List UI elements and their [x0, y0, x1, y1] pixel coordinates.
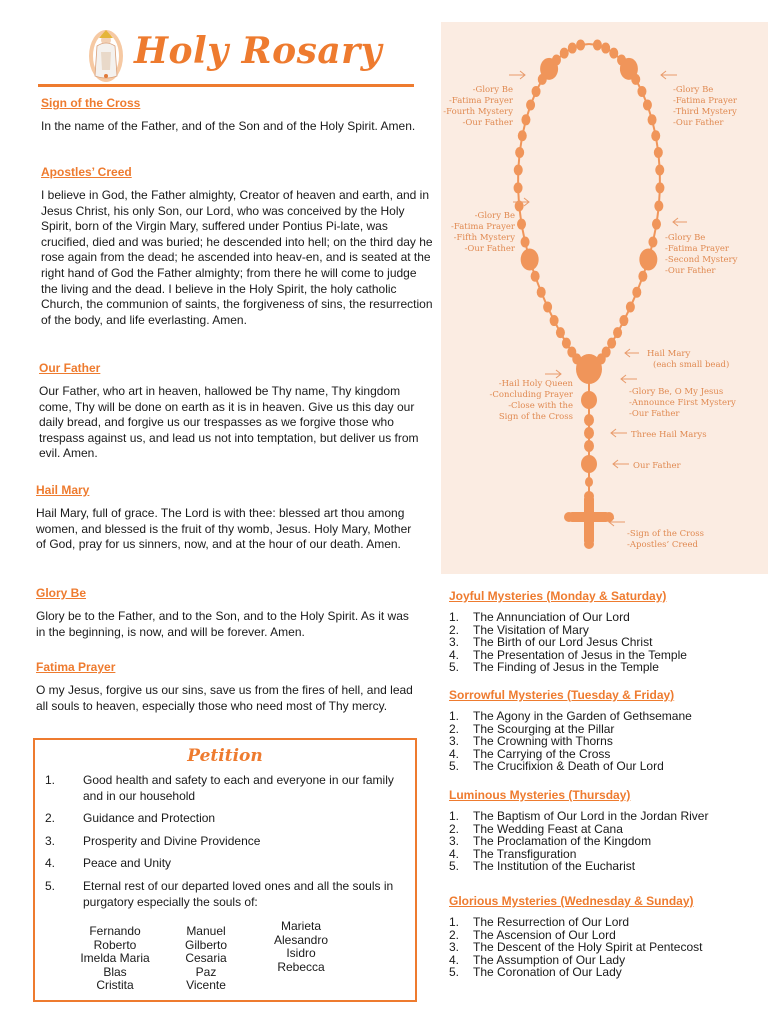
- bead-label: Hail Mary (each small bead): [647, 349, 730, 370]
- section-heading: Sorrowful Mysteries (Tuesday & Friday): [449, 688, 675, 702]
- rosary-bead: [521, 237, 530, 248]
- rosary-bead: [654, 147, 663, 158]
- rosary-bead: [639, 249, 657, 271]
- item-number: 2.: [45, 811, 56, 826]
- rosary-bead: [552, 55, 561, 66]
- rosary-bead: [514, 164, 523, 175]
- rosary-bead: [560, 48, 569, 59]
- rosary-bead: [515, 147, 524, 158]
- list-item: 4. The Carrying of the Cross: [449, 746, 611, 761]
- list-item: 4. The Assumption of Our Lady: [449, 952, 626, 967]
- list-item: 3. The Birth of our Lord Jesus Christ: [449, 635, 653, 650]
- name: Gilberto: [184, 937, 228, 952]
- rosary-bead: [537, 287, 546, 298]
- name: Fernando: [89, 924, 141, 938]
- rosary-bead: [521, 249, 539, 271]
- names-column-1: [63, 925, 167, 993]
- rosary-bead: [526, 99, 535, 110]
- mystery-list: [449, 916, 749, 979]
- arrow-icon: [613, 460, 629, 468]
- rosary-bead: [531, 271, 540, 282]
- prayer-text: I believe in God, the Father almighty, Creator of heaven and earth, and in Jesus Christ, his only Son, our Lord, who was conceived by the Holy Spirit, born of the Virgin Mary, suffered under Pontius Pi-late, was crucified, died and was buried; he descended into hell; on the third day he rose again from the dead; he ascended into heav-en, and is seated at the right hand of God the Father almighty; from there he will come to judge the living and the dead. I believe in the Holy Spirit, the holy catholic Church, the communion of saints, the forgiveness of sins, the resurrection of the body, and life everlasting. Amen.: [41, 188, 433, 327]
- rosary-bead: [651, 130, 660, 141]
- section-heading: Fatima Prayer: [36, 660, 116, 674]
- mystery-list: [449, 611, 749, 674]
- rosary-bead: [556, 327, 565, 338]
- rosary-bead: [613, 327, 622, 338]
- arrow-icon: [661, 71, 677, 79]
- list-item: 5. The Crucifixion & Death of Our Lord: [449, 759, 664, 774]
- name: Imelda Maria: [80, 951, 150, 965]
- our-lady-of-fatima-icon: [86, 26, 126, 84]
- item-number: 4.: [45, 856, 56, 871]
- rosary-diagram: [441, 22, 768, 574]
- rosary-bead: [581, 455, 597, 473]
- rosary-bead: [521, 114, 530, 125]
- list-item: 3. The Proclamation of the Kingdom: [449, 834, 652, 849]
- section-heading: Joyful Mysteries (Monday & Saturday): [449, 589, 667, 603]
- rosary-bead: [532, 86, 541, 97]
- name: Vicente: [186, 978, 226, 992]
- rosary-bead: [655, 164, 664, 175]
- list-item: 3. The Descent of the Holy Spirit at Pentecost: [449, 940, 703, 955]
- list-item: [45, 834, 405, 850]
- petition-box: [33, 738, 417, 1002]
- rosary-bead: [543, 302, 552, 313]
- label-arrows: [509, 71, 687, 526]
- item-text: Peace and Unity: [83, 856, 172, 871]
- bead-label: -Glory Be -Fatima Prayer -Fourth Mystery -Our Father: [443, 85, 513, 128]
- names-column-2: [171, 925, 241, 993]
- section-heading: Hail Mary: [36, 483, 90, 497]
- arrow-icon: [509, 71, 525, 79]
- mystery-list: [449, 810, 749, 873]
- list-item: 1. The Annunciation of Our Lord: [449, 610, 630, 624]
- rosary-bead: [632, 287, 641, 298]
- arrow-icon: [673, 218, 687, 226]
- rosary-bead: [637, 86, 646, 97]
- item-text: Prosperity and Divine Providence: [83, 833, 261, 848]
- rosary-bead: [581, 391, 597, 409]
- prayer-text: Glory be to the Father, and to the Son, and to the Holy Spirit. As it was in the beginning, is now, and will be forever. Amen.: [36, 609, 409, 639]
- bead-label: -Glory Be -Fatima Prayer -Second Mystery -Our Father: [665, 233, 738, 276]
- luminous-mysteries: [449, 788, 749, 873]
- rosary-bead: [655, 182, 664, 193]
- glorious-mysteries: [449, 894, 749, 979]
- list-item: 4. The Presentation of Jesus in the Temple: [449, 647, 687, 662]
- names-column-3: [261, 920, 341, 974]
- item-text: Guidance and Protection: [83, 811, 216, 826]
- petition-list: [45, 773, 405, 917]
- bead-label: -Glory Be -Fatima Prayer -Fifth Mystery -Our Father: [451, 211, 515, 254]
- bead-label: -Hail Holy Queen -Concluding Prayer -Close with the Sign of the Cross: [489, 379, 573, 422]
- list-item: 4. The Transfiguration: [449, 846, 577, 861]
- name: Cristita: [96, 978, 134, 992]
- arrow-icon: [625, 349, 639, 357]
- arrow-icon: [611, 429, 627, 437]
- name: Alesandro: [273, 932, 329, 947]
- mystery-list: [449, 710, 749, 773]
- rosary-bead: [619, 315, 628, 326]
- rosary-bead: [514, 182, 523, 193]
- rosary-bead: [585, 477, 593, 487]
- section-heading: Glorious Mysteries (Wednesday & Sunday): [449, 894, 694, 908]
- list-item: 1. The Baptism of Our Lord in the Jordan River: [449, 809, 709, 823]
- rosary-bead: [550, 315, 559, 326]
- our-father-section: [39, 361, 419, 462]
- section-heading: Luminous Mysteries (Thursday): [449, 788, 631, 802]
- rosary-bead: [593, 40, 602, 51]
- name: Roberto: [93, 937, 137, 952]
- list-item: 2. The Ascension of Our Lord: [449, 927, 616, 942]
- rosary-bead: [648, 114, 657, 125]
- cross-icon: [564, 491, 614, 549]
- arrow-icon: [545, 370, 561, 378]
- list-item: 5. The Finding of Jesus in the Temple: [449, 660, 659, 675]
- prayer-text: Hail Mary, full of grace. The Lord is with thee: blessed art thou among women, and blessed is the fruit of thy womb, Jesus. Holy Mary, Mother of God, pray for us sinners, now, and at the hour of our death. Amen.: [36, 506, 412, 552]
- name: Blas: [103, 964, 127, 979]
- rosary-bead: [631, 74, 640, 85]
- name: Cesaria: [185, 951, 227, 965]
- list-item: 5. The Institution of the Eucharist: [449, 859, 636, 874]
- rosary-bead: [567, 346, 576, 357]
- rosary-bead: [562, 338, 571, 349]
- list-item: [45, 811, 405, 827]
- rosary-bead: [584, 414, 594, 426]
- list-item: [45, 773, 405, 804]
- list-item: 2. The Visitation of Mary: [449, 622, 589, 637]
- item-text: Eternal rest of our departed loved ones and all the souls in purgatory especially the souls of:: [83, 878, 394, 909]
- rosary-illustration: [441, 22, 768, 574]
- name: Manuel: [186, 924, 226, 938]
- item-number: 3.: [45, 833, 56, 848]
- section-heading: Sign of the Cross: [41, 96, 141, 110]
- petition-title: Petition: [187, 746, 263, 766]
- list-item: 1. The Agony in the Garden of Gethsemane: [449, 709, 692, 723]
- rosary-bead: [584, 440, 594, 452]
- rosary-bead: [607, 338, 616, 349]
- rosary-bead: [643, 99, 652, 110]
- item-text: Good health and safety to each and everyone in our family and in our household: [83, 773, 394, 803]
- rosary-bead: [601, 43, 610, 54]
- fatima-prayer-section: [36, 660, 421, 714]
- section-heading: Our Father: [39, 361, 101, 375]
- rosary-bead: [654, 201, 663, 212]
- list-item: 3. The Crowning with Thorns: [449, 734, 613, 749]
- rosary-bead: [568, 43, 577, 54]
- arrow-icon: [621, 375, 637, 383]
- rosary-bead: [517, 219, 526, 230]
- apostles-creed-section: [41, 165, 433, 328]
- bead-label: Our Father: [633, 461, 681, 471]
- sorrowful-mysteries: [449, 688, 749, 773]
- rosary-bead: [652, 219, 661, 230]
- item-number: 1.: [45, 773, 56, 787]
- page-title: Holy Rosary: [134, 30, 383, 72]
- section-heading: Apostles’ Creed: [41, 165, 132, 179]
- prayer-text: O my Jesus, forgive us our sins, save us from the fires of hell, and lead all souls to heaven, especially those who need most of Thy mercy.: [36, 683, 413, 713]
- list-item: 5. The Coronation of Our Lady: [449, 965, 622, 980]
- rosary-bead: [609, 48, 618, 59]
- item-number: 5.: [45, 878, 56, 893]
- prayer-text: Our Father, who art in heaven, hallowed be Thy name, Thy kingdom come, Thy will be done on earth as it is in heaven. Give us this day our daily bread, and forgive us our trespasses as we forgive those who trespass against us, and lead us not into temptation, but deliver us from evil. Amen.: [39, 384, 419, 461]
- page-header: [38, 22, 414, 92]
- list-item: 2. The Wedding Feast at Cana: [449, 821, 623, 836]
- joyful-mysteries: [449, 589, 749, 674]
- bead-label: -Glory Be, O My Jesus -Announce First Mystery -Our Father: [629, 387, 736, 419]
- sign-of-cross-section: [41, 96, 421, 135]
- header-divider: [38, 84, 414, 87]
- rosary-bead: [584, 427, 594, 439]
- bead-label: Three Hail Marys: [631, 430, 707, 440]
- rosary-bead: [638, 271, 647, 282]
- hail-mary-section: [36, 483, 416, 553]
- name: Paz: [195, 964, 217, 979]
- name: Rebecca: [277, 959, 325, 974]
- name: Isidro: [286, 946, 316, 960]
- rosary-bead: [576, 40, 585, 51]
- list-item: [45, 879, 405, 910]
- rosary-bead: [518, 130, 527, 141]
- bead-label: -Sign of the Cross -Apostles’ Creed: [627, 529, 705, 550]
- section-heading: Glory Be: [36, 586, 87, 600]
- name: Marieta: [280, 919, 321, 933]
- list-item: 2. The Scourging at the Pillar: [449, 721, 615, 736]
- prayer-text: In the name of the Father, and of the Son and of the Holy Spirit. Amen.: [41, 119, 416, 133]
- bead-label: -Glory Be -Fatima Prayer -Third Mystery -Our Father: [673, 85, 737, 128]
- list-item: [45, 856, 405, 872]
- list-item: 1. The Resurrection of Our Lord: [449, 915, 630, 929]
- glory-be-section: [36, 586, 421, 640]
- rosary-bead: [648, 237, 657, 248]
- rosary-bead: [626, 302, 635, 313]
